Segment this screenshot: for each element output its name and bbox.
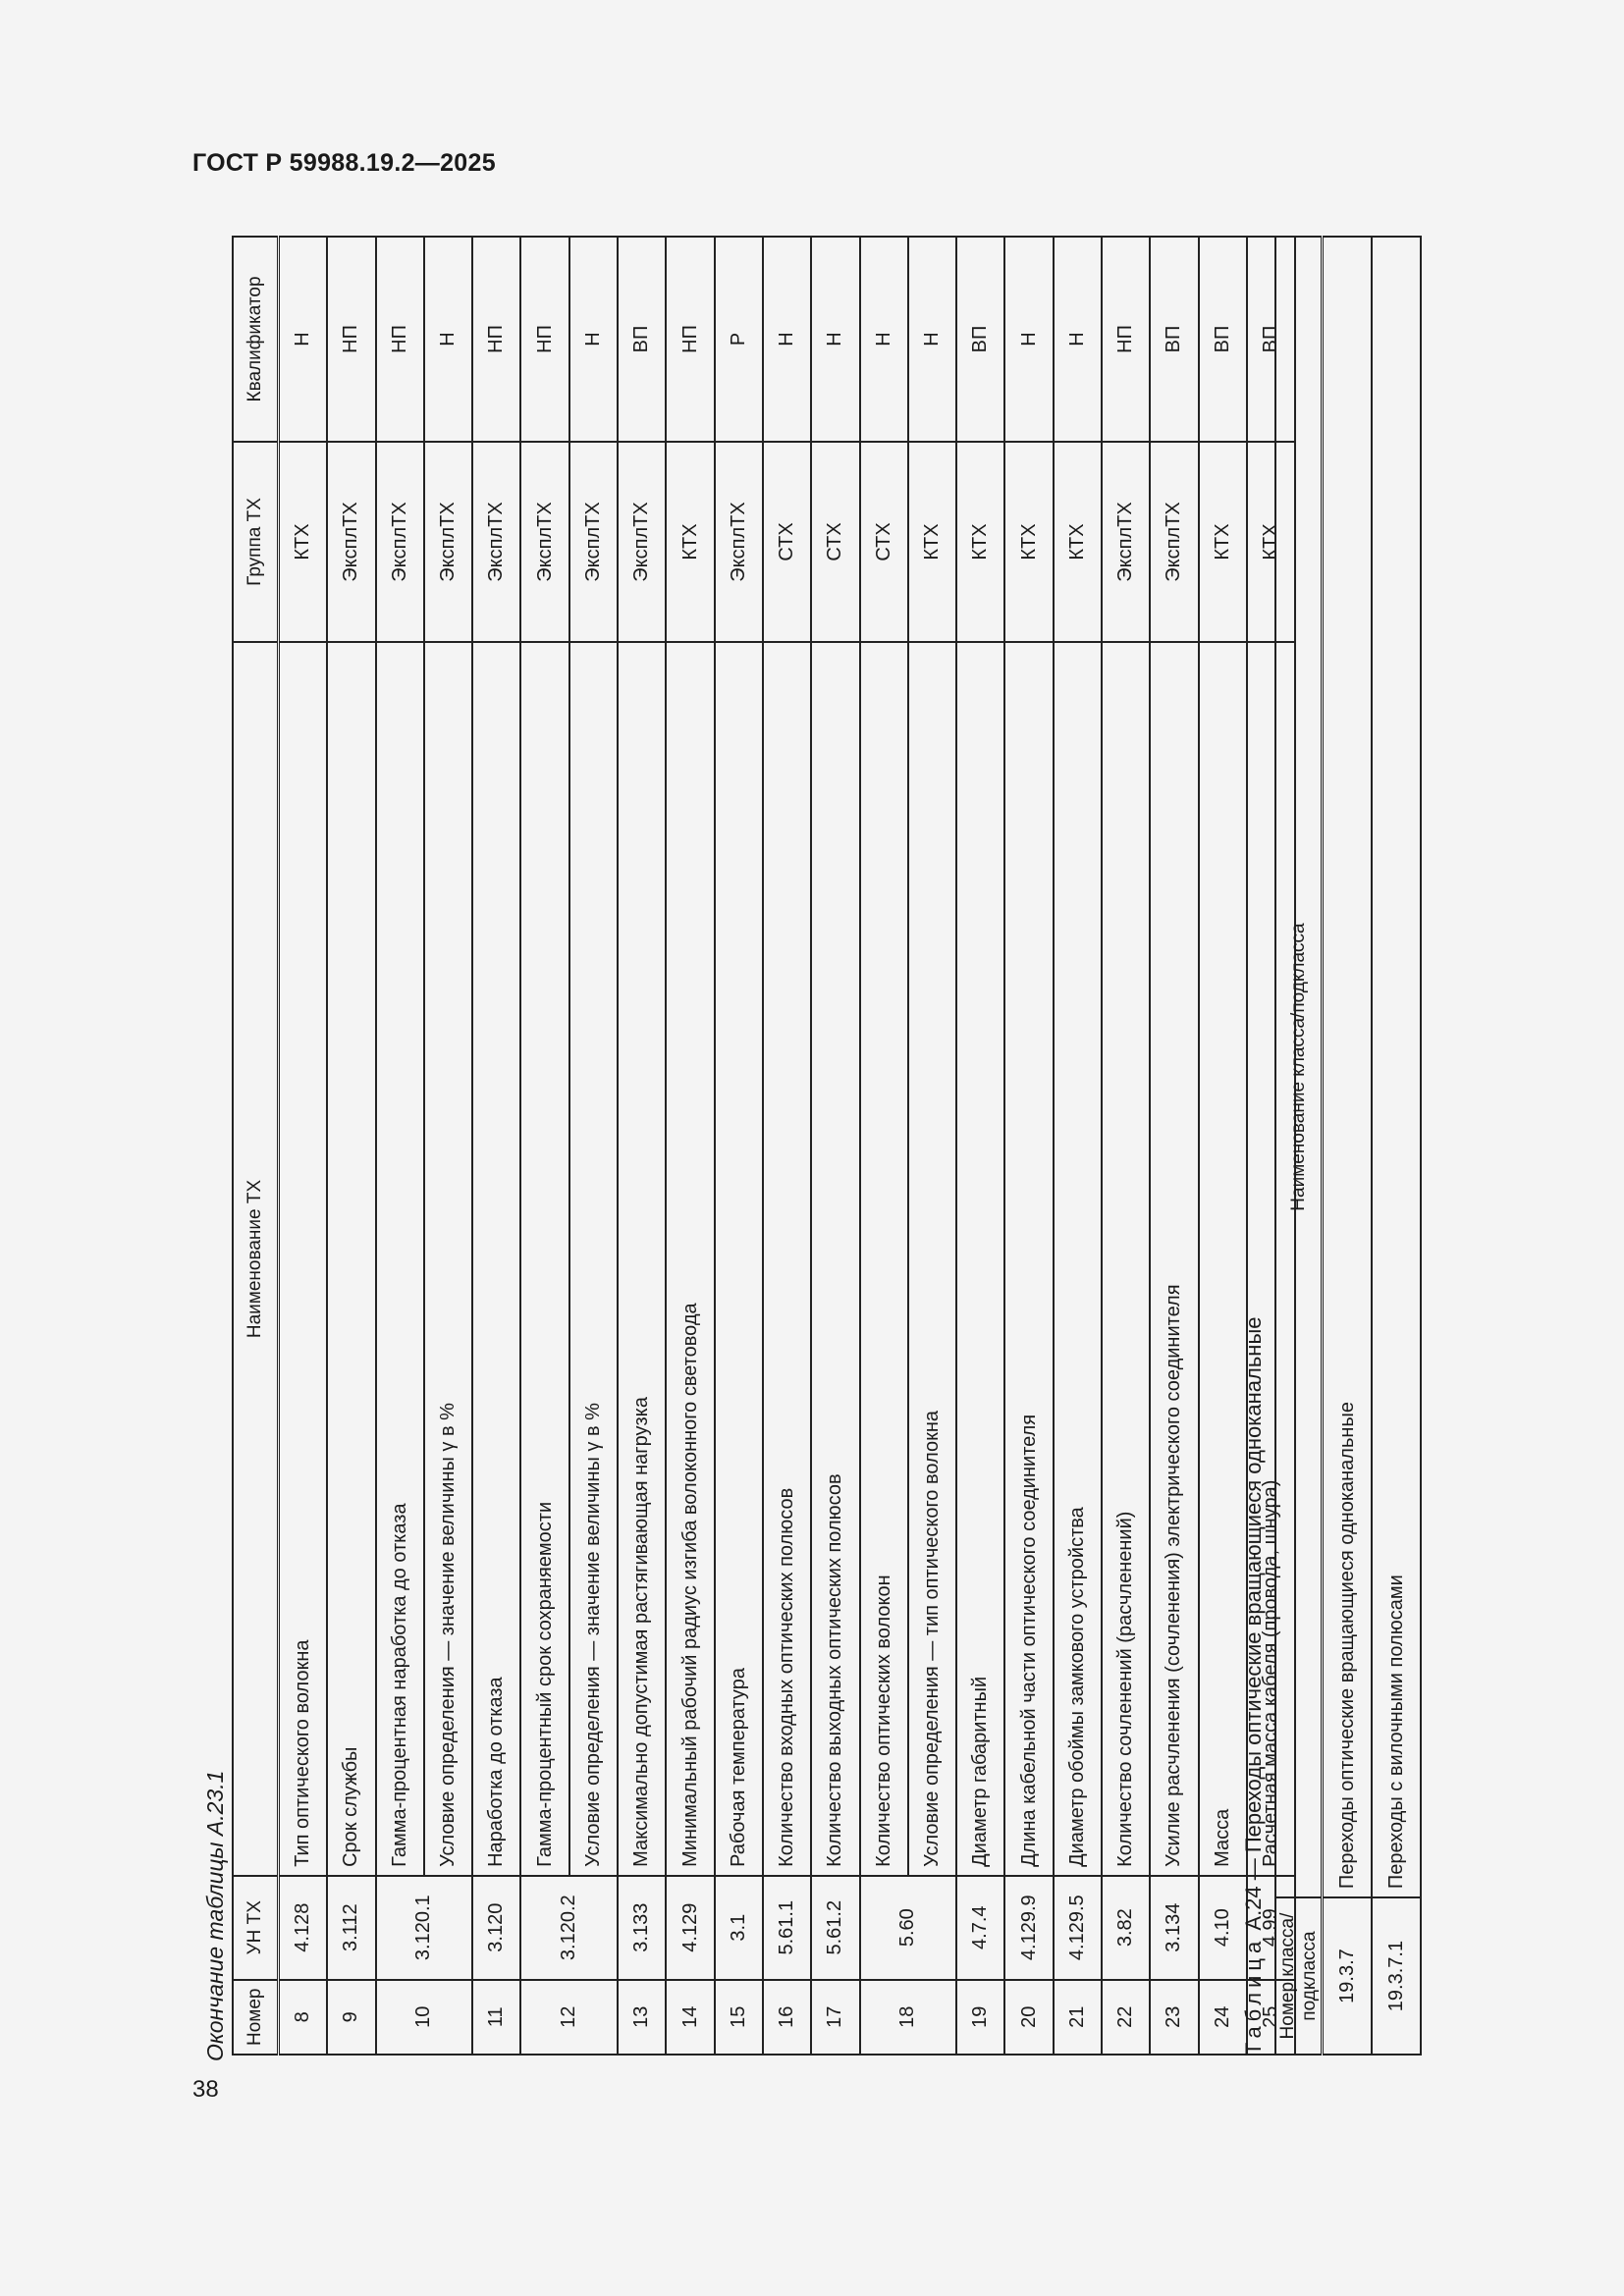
row-qualifier: Н <box>1004 237 1053 442</box>
row-name: Наработка до отказа <box>472 642 520 1876</box>
row-name: Гамма-процентная наработка до отказа <box>376 642 424 1876</box>
row-name: Условие определения — значение величины γ в % <box>424 642 472 1876</box>
row-number: 23 <box>1150 1980 1198 2055</box>
row-qualifier: НП <box>376 237 424 442</box>
class-table <box>1274 236 1422 2056</box>
row-group: ЭксплТХ <box>1102 442 1150 642</box>
row-group: КТХ <box>956 442 1004 642</box>
col-header-class-name: Наименование класса/подкласса <box>1275 237 1323 1897</box>
page-number: 38 <box>192 2076 219 2103</box>
row-number: 14 <box>666 1980 714 2055</box>
row-name: Условие определения — значение величины γ в % <box>569 642 618 1876</box>
row-number: 9 <box>327 1980 375 2055</box>
table-row <box>1199 237 1247 2055</box>
row-code: 4.7.4 <box>956 1876 1004 1980</box>
row-number: 8 <box>279 1980 328 2055</box>
rotated-content <box>202 236 1577 2061</box>
row-qualifier: НП <box>327 237 375 442</box>
row-qualifier: ВП <box>1199 237 1247 442</box>
row-name: Количество оптических волокон <box>860 642 908 1876</box>
table-row <box>1054 237 1102 2055</box>
row-code: 5.61.2 <box>811 1876 859 1980</box>
row-name: Количество выходных оптических полюсов <box>811 642 859 1876</box>
col-header-number: Номер <box>233 1980 279 2055</box>
table-row <box>811 237 859 2055</box>
row-number: 20 <box>1004 1980 1053 2055</box>
row-code: 4.99 <box>1247 1876 1295 1980</box>
row-name: Длина кабельной части оптического соединителя <box>1004 642 1053 1876</box>
row-group: СТХ <box>860 442 908 642</box>
row-code: 3.120.2 <box>520 1876 618 1980</box>
row-number: 17 <box>811 1980 859 2055</box>
table-row <box>908 237 956 2055</box>
row-name: Гамма-процентный срок сохраняемости <box>520 642 568 1876</box>
row-name: Количество входных оптических полюсов <box>763 642 811 1876</box>
table-row <box>666 237 714 2055</box>
row-group: КТХ <box>279 442 328 642</box>
row-group: КТХ <box>1054 442 1102 642</box>
row-qualifier: Н <box>908 237 956 442</box>
row-qualifier: Н <box>763 237 811 442</box>
row-code: 3.120 <box>472 1876 520 1980</box>
table-row <box>520 237 568 2055</box>
table-caption-text: А.24 — Переходы оптические вращающиеся одноканальные <box>1241 1316 1266 1931</box>
col-header-code: УН ТХ <box>233 1876 279 1980</box>
table-row <box>763 237 811 2055</box>
row-group: ЭксплТХ <box>520 442 568 642</box>
row-qualifier: НП <box>1102 237 1150 442</box>
row-name: Расчетная масса кабеля (провода, шнура) <box>1247 642 1295 1876</box>
row-number: 24 <box>1199 1980 1247 2055</box>
row-qualifier: ВП <box>1247 237 1295 442</box>
row-group: ЭксплТХ <box>618 442 666 642</box>
table-header-row <box>1275 237 1323 2055</box>
table-continuation-caption: Окончание таблицы А.23.1 <box>202 1770 228 2061</box>
row-name: Максимально допустимая растягивающая нагрузка <box>618 642 666 1876</box>
row-group: ЭксплТХ <box>1150 442 1198 642</box>
row-group: КТХ <box>1004 442 1053 642</box>
row-code: 4.128 <box>279 1876 328 1980</box>
row-number: 25 <box>1247 1980 1295 2055</box>
row-group: ЭксплТХ <box>472 442 520 642</box>
row-class-name: Переходы с вилочными полюсами <box>1372 237 1421 1897</box>
row-group: ЭксплТХ <box>376 442 424 642</box>
row-number: 15 <box>715 1980 763 2055</box>
row-group: СТХ <box>811 442 859 642</box>
table-row <box>618 237 666 2055</box>
row-number: 11 <box>472 1980 520 2055</box>
row-number: 18 <box>860 1980 957 2055</box>
row-code: 4.129.5 <box>1054 1876 1102 1980</box>
table-row <box>956 237 1004 2055</box>
row-qualifier: ВП <box>956 237 1004 442</box>
row-name: Диаметр габаритный <box>956 642 1004 1876</box>
row-number: 10 <box>376 1980 473 2055</box>
row-number: 16 <box>763 1980 811 2055</box>
row-qualifier: Р <box>715 237 763 442</box>
row-qualifier: Н <box>424 237 472 442</box>
row-group: КТХ <box>1247 442 1295 642</box>
row-qualifier: ВП <box>1150 237 1198 442</box>
row-code: 4.129.9 <box>1004 1876 1053 1980</box>
row-code: 3.120.1 <box>376 1876 473 1980</box>
col-header-group: Группа ТХ <box>233 442 279 642</box>
table-row <box>472 237 520 2055</box>
characteristics-table <box>232 236 1296 2056</box>
row-name: Масса <box>1199 642 1247 1876</box>
row-group: КТХ <box>666 442 714 642</box>
row-name: Тип оптического волокна <box>279 642 328 1876</box>
row-code: 3.112 <box>327 1876 375 1980</box>
table-row <box>424 237 472 2055</box>
row-qualifier: НП <box>472 237 520 442</box>
row-qualifier: Н <box>1054 237 1102 442</box>
row-name: Срок службы <box>327 642 375 1876</box>
row-qualifier: Н <box>569 237 618 442</box>
table-row <box>327 237 375 2055</box>
table-row <box>1150 237 1198 2055</box>
row-class-number: 19.3.7 <box>1323 1897 1373 2055</box>
row-group: КТХ <box>1199 442 1247 642</box>
row-qualifier: НП <box>520 237 568 442</box>
table-row <box>376 237 424 2055</box>
row-name: Рабочая температура <box>715 642 763 1876</box>
row-name: Количество сочленений (расчленений) <box>1102 642 1150 1876</box>
table-row <box>1323 237 1373 2055</box>
row-name: Условие определения — тип оптического волокна <box>908 642 956 1876</box>
row-number: 13 <box>618 1980 666 2055</box>
row-number: 12 <box>520 1980 618 2055</box>
row-group: ЭксплТХ <box>424 442 472 642</box>
row-name: Усилие расчленения (сочленения) электрического соединителя <box>1150 642 1198 1876</box>
row-group: ЭксплТХ <box>327 442 375 642</box>
row-number: 19 <box>956 1980 1004 2055</box>
row-qualifier: Н <box>279 237 328 442</box>
row-code: 4.10 <box>1199 1876 1247 1980</box>
table-caption-prefix: Таблица <box>1241 1936 1266 2056</box>
row-code: 4.129 <box>666 1876 714 1980</box>
table-row <box>1102 237 1150 2055</box>
table-caption <box>1241 1317 1267 2056</box>
table-row <box>1004 237 1053 2055</box>
row-code: 5.60 <box>860 1876 957 1980</box>
row-code: 3.133 <box>618 1876 666 1980</box>
row-qualifier: Н <box>811 237 859 442</box>
row-name: Диаметр обоймы замкового устройства <box>1054 642 1102 1876</box>
col-header-qualifier: Квалификатор <box>233 237 279 442</box>
table-row <box>1372 237 1421 2055</box>
row-group: ЭксплТХ <box>569 442 618 642</box>
row-code: 3.1 <box>715 1876 763 1980</box>
row-name: Минимальный рабочий радиус изгиба волоконного световода <box>666 642 714 1876</box>
row-qualifier: Н <box>860 237 908 442</box>
table-row <box>279 237 328 2055</box>
row-group: СТХ <box>763 442 811 642</box>
table-row <box>860 237 908 2055</box>
row-qualifier: ВП <box>618 237 666 442</box>
col-header-class-number: Номер класса/подкласса <box>1275 1897 1323 2055</box>
table-row <box>569 237 618 2055</box>
row-group: КТХ <box>908 442 956 642</box>
col-header-name: Наименование ТХ <box>233 642 279 1876</box>
row-code: 3.134 <box>1150 1876 1198 1980</box>
row-number: 21 <box>1054 1980 1102 2055</box>
table-header-row <box>233 237 279 2055</box>
row-code: 5.61.1 <box>763 1876 811 1980</box>
row-class-name: Переходы оптические вращающиеся одноканальные <box>1323 237 1373 1897</box>
table-row <box>715 237 763 2055</box>
row-number: 22 <box>1102 1980 1150 2055</box>
row-code: 3.82 <box>1102 1876 1150 1980</box>
row-group: ЭксплТХ <box>715 442 763 642</box>
row-class-number: 19.3.7.1 <box>1372 1897 1421 2055</box>
document-header: ГОСТ Р 59988.19.2—2025 <box>192 149 496 177</box>
row-qualifier: НП <box>666 237 714 442</box>
